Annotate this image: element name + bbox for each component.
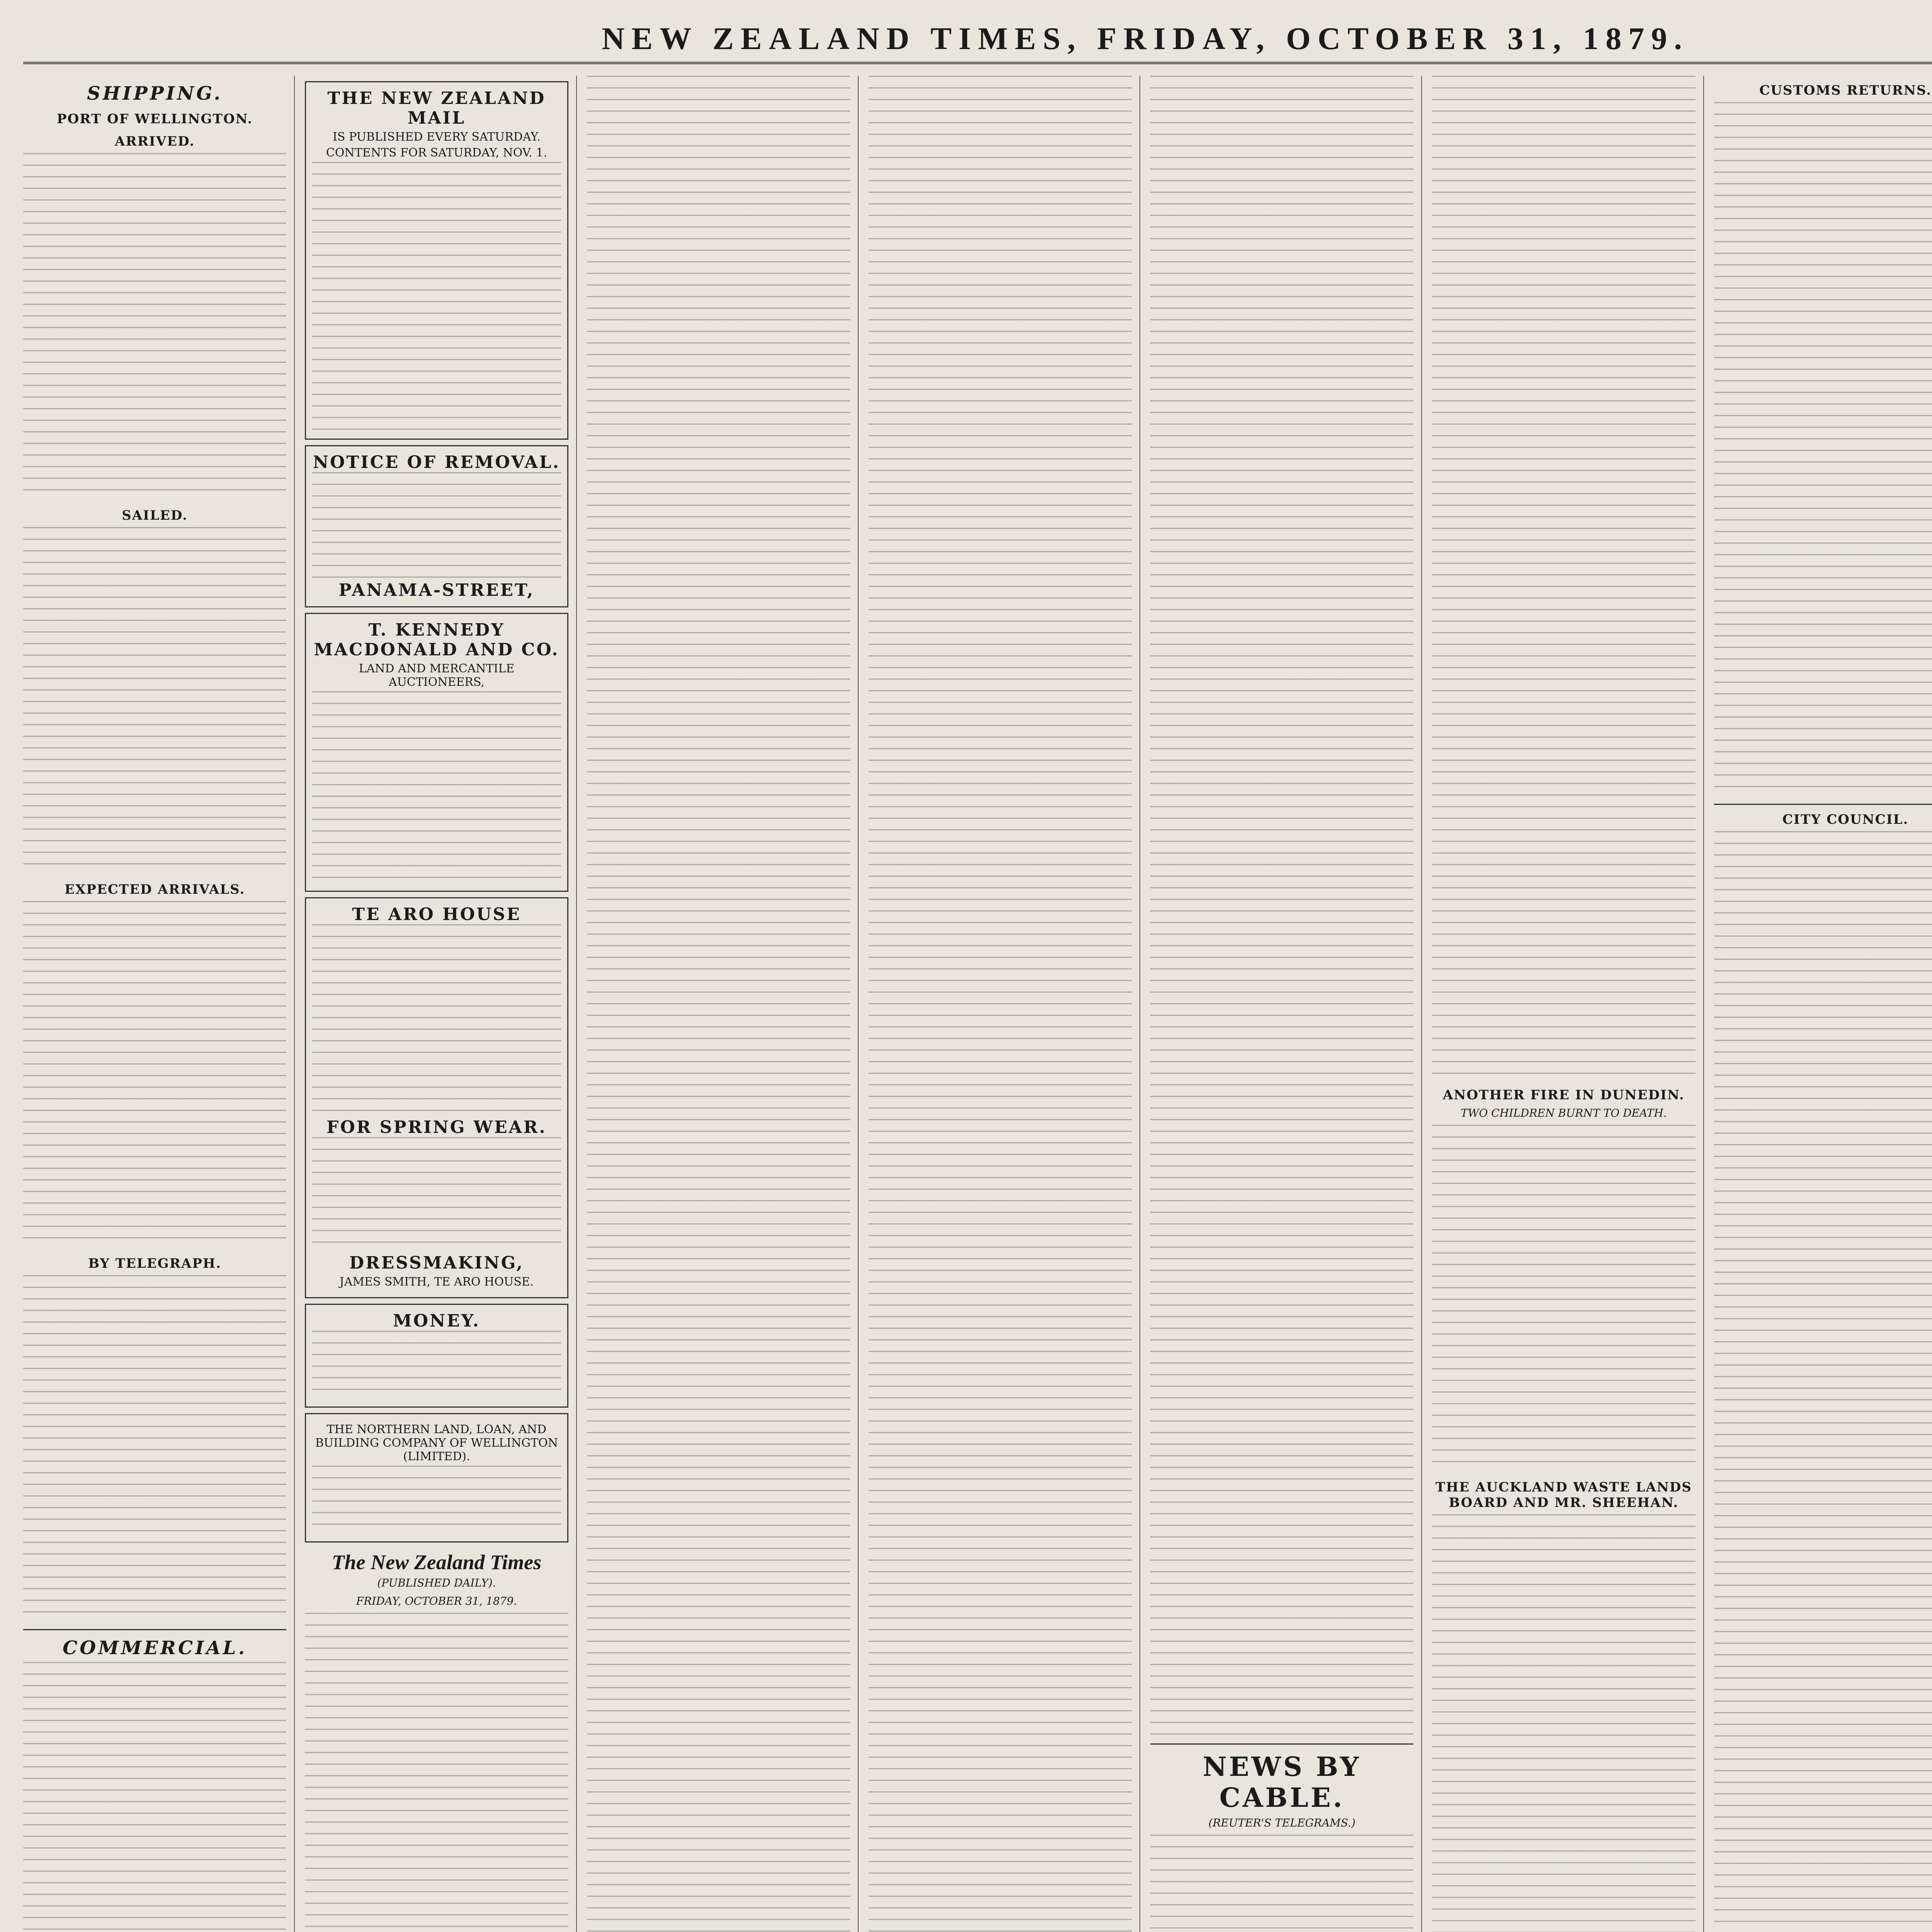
dunedin-fire-sub: TWO CHILDREN BURNT TO DEATH. — [1461, 1107, 1667, 1119]
city-council-title: CITY COUNCIL. — [1782, 812, 1909, 827]
expected-heading: EXPECTED ARRIVALS. — [64, 882, 245, 897]
column-4 — [869, 76, 1140, 1932]
commercial-text — [23, 1662, 286, 1932]
northern-ad — [305, 1413, 568, 1543]
spring-wear: FOR SPRING WEAR. — [327, 1117, 547, 1137]
commercial-title: COMMERCIAL. — [63, 1637, 247, 1659]
auckland-waste-title: THE AUCKLAND WASTE LANDS BOARD AND MR. SHEEHAN. — [1435, 1480, 1692, 1510]
paper-sub: (PUBLISHED DAILY). — [377, 1577, 496, 1589]
te-aro-ad — [305, 897, 568, 1298]
removal-text — [312, 472, 561, 580]
divider — [23, 1629, 286, 1630]
masthead — [23, 15, 1932, 64]
mail-contents-text — [312, 162, 561, 432]
paper-title: The New Zealand Times — [332, 1551, 542, 1574]
column-4-text — [869, 76, 1132, 1932]
customs-text — [1714, 102, 1932, 798]
divider — [1150, 1743, 1413, 1745]
spring-text — [312, 1137, 561, 1253]
money-text — [312, 1331, 561, 1400]
sailed-text — [23, 527, 286, 875]
te-aro-title: TE ARO HOUSE — [352, 905, 521, 924]
leader-text — [305, 1613, 568, 1932]
news-by-cable-title: NEWS BY CABLE. — [1202, 1752, 1361, 1813]
mail-ad — [305, 81, 568, 440]
northern-text — [312, 1466, 561, 1535]
column-7 — [1714, 76, 1932, 1932]
news-by-cable-sub: (REUTER'S TELEGRAMS.) — [1208, 1816, 1355, 1829]
auckland-text — [1432, 1514, 1695, 1932]
columns — [23, 64, 1932, 1932]
divider — [1714, 804, 1932, 805]
expected-text — [23, 901, 286, 1249]
dunedin-fire-title: ANOTHER FIRE IN DUNEDIN. — [1443, 1087, 1685, 1103]
mail-contents: CONTENTS FOR SATURDAY, NOV. 1. — [326, 146, 547, 160]
panama-street: PANAMA-STREET, — [338, 580, 535, 600]
money-title: MONEY. — [393, 1311, 480, 1331]
kennedy-ad — [305, 613, 568, 892]
column-6 — [1432, 76, 1704, 1932]
arrived-heading: ARRIVED. — [115, 134, 195, 149]
paper-date: FRIDAY, OCTOBER 31, 1879. — [356, 1595, 517, 1607]
arrived-text — [23, 153, 286, 501]
column-6-text-top — [1432, 76, 1695, 1080]
dressmaking: DRESSMAKING, — [349, 1253, 524, 1273]
column-3-text — [587, 76, 850, 1932]
te-aro-text — [312, 924, 561, 1117]
smith-sign: JAMES SMITH, TE ARO HOUSE. — [339, 1275, 534, 1289]
column-5-text-top — [1150, 76, 1413, 1737]
money-ad — [305, 1304, 568, 1408]
telegraph-heading: BY TELEGRAPH. — [88, 1256, 221, 1271]
column-1 — [23, 76, 295, 1932]
column-5 — [1150, 76, 1422, 1932]
mail-title: THE NEW ZEALAND MAIL — [327, 88, 546, 128]
mail-sub: IS PUBLISHED EVERY SATURDAY. — [332, 130, 541, 144]
telegraph-text — [23, 1275, 286, 1623]
customs-returns-title: CUSTOMS RETURNS. — [1759, 83, 1932, 98]
dunedin-text — [1432, 1125, 1695, 1473]
kennedy-text — [312, 691, 561, 884]
kennedy-sub: LAND AND MERCANTILE AUCTIONEERS, — [359, 662, 515, 689]
kennedy-title: T. KENNEDY MACDONALD AND CO. — [314, 620, 560, 660]
removal-title: NOTICE OF REMOVAL. — [313, 452, 560, 472]
cable-text — [1150, 1835, 1413, 1932]
sailed-heading: SAILED. — [122, 508, 188, 523]
column-2 — [305, 76, 577, 1932]
northern-title: THE NORTHERN LAND, LOAN, AND BUILDING COMPANY OF WELLINGTON (LIMITED). — [315, 1423, 558, 1463]
masthead-title: NEW ZEALAND TIMES, FRIDAY, OCTOBER 31, 1879. — [602, 21, 1689, 56]
shipping-title: SHIPPING. — [87, 83, 223, 104]
port-title: PORT OF WELLINGTON. — [57, 111, 253, 127]
city-council-text — [1714, 831, 1932, 1932]
removal-ad — [305, 445, 568, 607]
column-3 — [587, 76, 859, 1932]
